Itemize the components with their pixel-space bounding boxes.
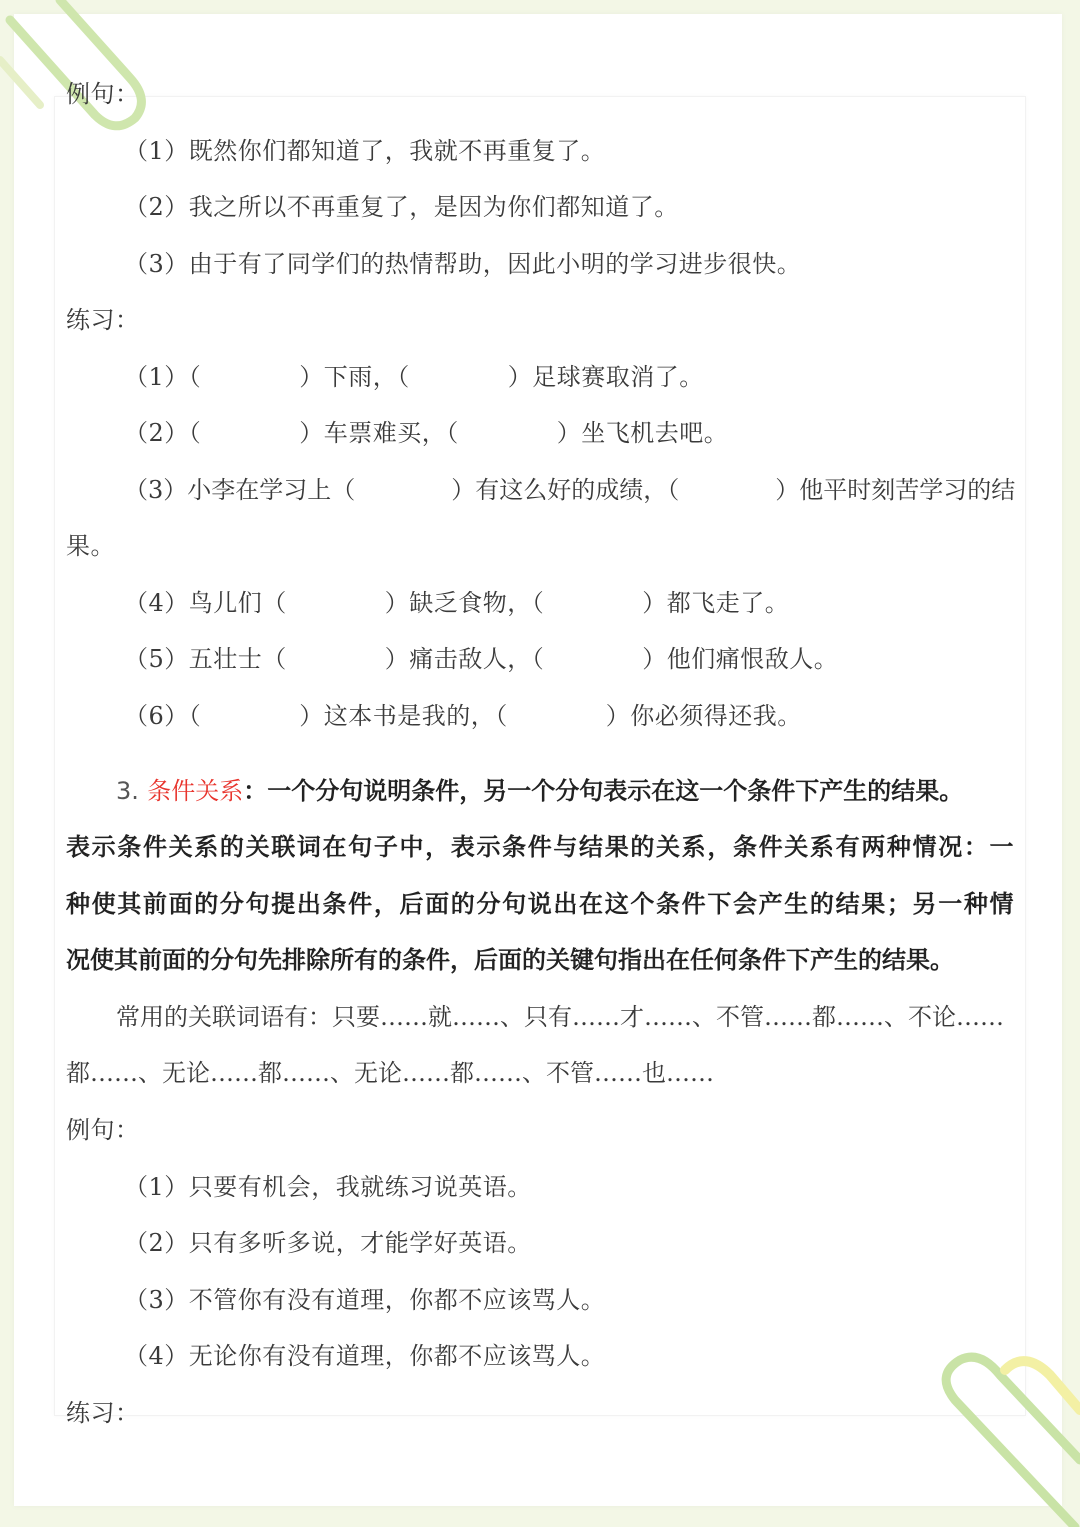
practice-label: 练习： bbox=[66, 306, 140, 334]
practice-item: （1）（ ）下雨，（ ）足球赛取消了。 bbox=[124, 363, 704, 391]
example-sentence: （2）只有多听多说，才能学好英语。 bbox=[124, 1229, 532, 1257]
common-words: 常用的关联词语有：只要……就……、只有……才……、不管……都……、不论…… bbox=[116, 1003, 1004, 1031]
section-term: 条件关系 bbox=[147, 777, 244, 805]
example-sentence: （1）只要有机会，我就练习说英语。 bbox=[124, 1173, 532, 1201]
practice-item: （2）（ ）车票难买，（ ）坐飞机去吧。 bbox=[124, 419, 729, 447]
example-label: 例句： bbox=[66, 80, 140, 108]
example-sentence: （4）无论你有没有道理，你都不应该骂人。 bbox=[124, 1342, 606, 1370]
practice-item-continuation: 果。 bbox=[66, 532, 115, 560]
practice-label: 练习： bbox=[66, 1399, 140, 1427]
section-number: 3. bbox=[116, 777, 139, 805]
example-sentence: （1）既然你们都知道了，我就不再重复了。 bbox=[124, 137, 606, 165]
common-words-continuation: 都……、无论……都……、无论……都……、不管……也…… bbox=[66, 1059, 714, 1087]
example-sentence: （3）不管你有没有道理，你都不应该骂人。 bbox=[124, 1286, 606, 1314]
practice-item: （3）小李在学习上（ ）有这么好的成绩，（ ）他平时刻苦学习的结 bbox=[124, 476, 1016, 504]
example-label: 例句： bbox=[66, 1116, 140, 1144]
section-definition: 一个分句说明条件，另一个分句表示在这一个条件下产生的结果。 bbox=[267, 777, 964, 805]
practice-item: （4）鸟儿们（ ）缺乏食物，（ ）都飞走了。 bbox=[124, 589, 790, 617]
section-colon: ： bbox=[243, 777, 268, 805]
definition-line: 况使其前面的分句先排除所有的条件，后面的关键句指出在任何条件下产生的结果。 bbox=[66, 946, 954, 974]
content-frame bbox=[54, 96, 1026, 1416]
definition-line: 种使其前面的分句提出条件，后面的分句说出在这个条件下会产生的结果；另一种情 bbox=[66, 890, 1014, 918]
example-sentence: （3）由于有了同学们的热情帮助，因此小明的学习进步很快。 bbox=[124, 250, 802, 278]
practice-item: （6）（ ）这本书是我的，（ ）你必须得还我。 bbox=[124, 702, 802, 730]
definition-line: 表示条件关系的关联词在句子中，表示条件与结果的关系，条件关系有两种情况：一 bbox=[66, 833, 1014, 861]
practice-item: （5）五壮士（ ）痛击敌人，（ ）他们痛恨敌人。 bbox=[124, 645, 839, 673]
example-sentence: （2）我之所以不再重复了，是因为你们都知道了。 bbox=[124, 193, 679, 221]
section-heading bbox=[116, 776, 963, 806]
